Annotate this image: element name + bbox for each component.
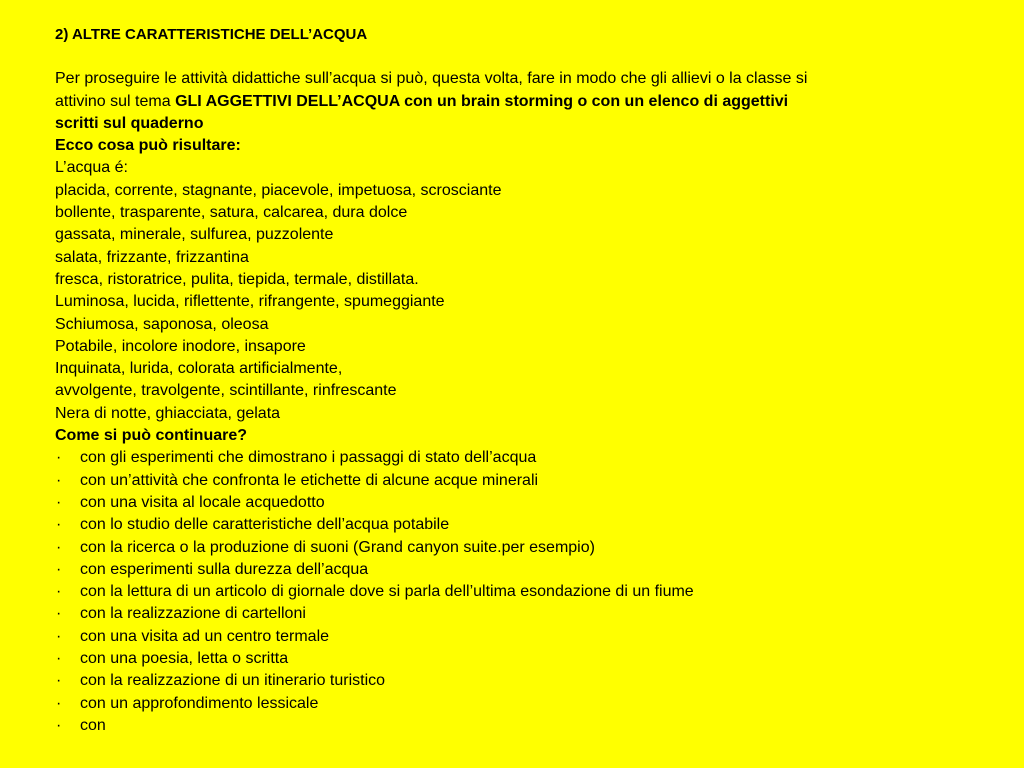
bullet-list [55,447,944,737]
list-item-text: con la ricerca o la produzione di suoni (Grand canyon suite.per esempio) [80,538,595,556]
continue-heading: Come si può continuare? [55,427,248,445]
list-item [55,514,944,536]
result-heading: Ecco cosa può risultare: [55,137,241,155]
list-item [55,559,944,581]
intro-line-1: Per proseguire le attività didattiche sull’acqua si può, questa volta, fare in modo che gli allievi o la classe si [55,70,808,88]
adjective-line: Schiumosa, saponosa, oleosa [55,315,269,333]
intro-line-3: scritti sul quaderno [55,114,204,132]
adjective-line: Potabile, incolore inodore, insapore [55,337,306,355]
bullet-dot: · [56,471,62,489]
adjective-line: gassata, minerale, sulfurea, puzzolente [55,226,334,244]
list-item-text: con la lettura di un articolo di giornale dove si parla dell’ultima esondazione di un fiume [80,583,694,601]
intro-line-2-prefix: attivino sul tema [55,92,176,110]
list-item [55,693,944,715]
list-item [55,626,944,648]
list-item [55,470,944,492]
list-item-text: con esperimenti sulla durezza dell’acqua [80,560,369,578]
list-item [55,648,944,670]
adjective-line: fresca, ristoratrice, pulita, tiepida, termale, distillata. [55,270,419,288]
bullet-dot: · [56,493,62,511]
adjective-line: salata, frizzante, frizzantina [55,248,249,266]
bullet-dot: · [56,627,62,645]
list-item [55,447,944,469]
adjective-line: bollente, trasparente, satura, calcarea, dura dolce [55,204,408,222]
list-item [55,492,944,514]
list-item-text: con una visita al locale acquedotto [80,493,325,511]
bullet-dot: · [56,650,62,668]
list-item [55,581,944,603]
bullet-dot: · [56,694,62,712]
bullet-dot: · [56,516,62,534]
list-item-text: con la realizzazione di cartelloni [80,605,306,623]
intro-topic-bold: GLI AGGETTIVI DELL’ACQUA con un brain storming o con un elenco di aggettivi [175,92,789,110]
bullet-dot: · [56,538,62,556]
adjective-line: Inquinata, lurida, colorata artificialmente, [55,360,343,378]
list-item-text: con gli esperimenti che dimostrano i passaggi di stato dell’acqua [80,449,537,467]
slide-title: 2) ALTRE CARATTERISTICHE DELL’ACQUA [55,26,368,43]
list-item-text: con una visita ad un centro termale [80,627,330,645]
adjective-line: placida, corrente, stagnante, piacevole, impetuosa, scrosciante [55,181,502,199]
intro-line-2 [55,91,944,113]
adjective-line: Luminosa, lucida, riflettente, rifrangente, spumeggiante [55,293,445,311]
list-item-text: con [80,716,106,734]
water-is-label: L’acqua é: [55,159,128,177]
bullet-dot: · [56,605,62,623]
list-item-text: con un approfondimento lessicale [80,694,319,712]
list-item-text: con la realizzazione di un itinerario turistico [80,672,386,690]
adjective-line: avvolgente, travolgente, scintillante, rinfrescante [55,382,397,400]
list-item [55,670,944,692]
list-item-text: con una poesia, letta o scritta [80,650,289,668]
list-item [55,715,944,737]
bullet-dot: · [56,672,62,690]
list-item [55,603,944,625]
list-item [55,537,944,559]
bullet-dot: · [56,560,62,578]
list-item-text: con lo studio delle caratteristiche dell’acqua potabile [80,516,450,534]
bullet-dot: · [56,716,62,734]
adjective-line: Nera di notte, ghiacciata, gelata [55,404,281,422]
bullet-dot: · [56,449,62,467]
adjective-list [55,180,944,425]
bullet-dot: · [56,583,62,601]
list-item-text: con un’attività che confronta le etichette di alcune acque minerali [80,471,539,489]
